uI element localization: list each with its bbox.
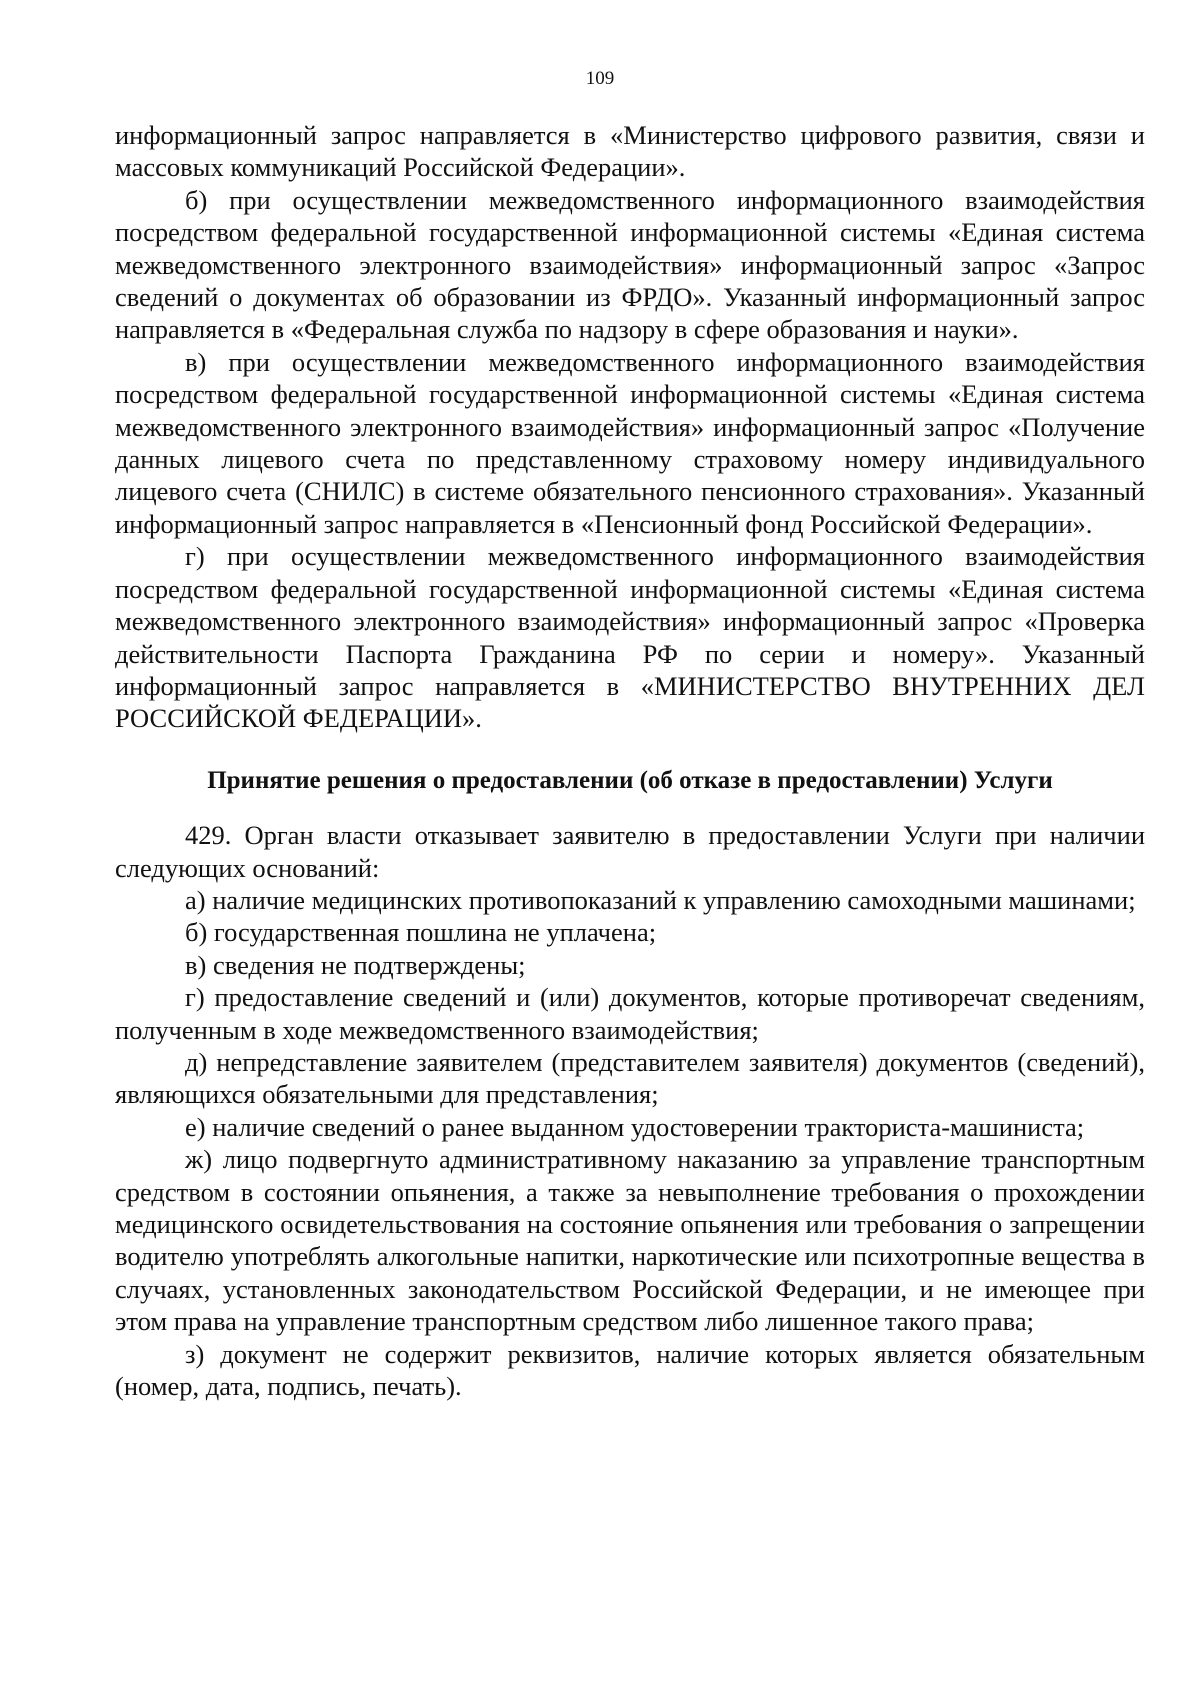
list-item-g: г) предоставление сведений и (или) документов, которые противоречат сведениям, полученным в ходе межведомственного взаимодействия; [115, 982, 1145, 1045]
list-item-zh: ж) лицо подвергнуто административному наказанию за управление транспортным средством в состоянии опьянения, а также за невыполнение требования о прохождении медицинского освидетельствования на состояние опьянения или требования о запрещении водителю употреблять алкогольные напитки, наркотические или психотропные вещества в случаях, установленных законодательством Российской Федерации, и не имеющее при этом права на управление транспортным средством либо лишенное такого права; [115, 1144, 1145, 1337]
list-item-e: е) наличие сведений о ранее выданном удостоверении тракториста-машиниста; [185, 1111, 1085, 1142]
paragraph-item-v: в) при осуществлении межведомственного информационного взаимодействия посредством федеральной государственной информационной системы «Единая система межведомственного электронного взаимодействия» информационный запрос «Получение данных лицевого счета по представленному страховому номеру индивидуального лицевого счета (СНИЛС) в системе обязательного пенсионного страхования». Указанный информационный запрос направляется в «Пенсионный фонд Российской Федерации». [115, 346, 1145, 539]
paragraph-continuation: информационный запрос направляется в «Министерство цифрового развития, связи и массовых коммуникаций Российской Федерации». [115, 120, 1145, 183]
list-item-b: б) государственная пошлина не уплачена; [185, 917, 657, 948]
section-title: Принятие решения о предоставлении (об отказе в предоставлении) Услуги [207, 766, 1053, 794]
page-number: 109 [585, 68, 615, 89]
list-item-v: в) сведения не подтверждены; [185, 949, 526, 980]
document-body [115, 119, 1145, 1402]
paragraph-item-g: г) при осуществлении межведомственного информационного взаимодействия посредством федеральной государственной информационной системы «Единая система межведомственного электронного взаимодействия» информационный запрос «Проверка действительности Паспорта Гражданина РФ по серии и номеру». Указанный информационный запрос направляется в «МИНИСТЕРСТВО ВНУТРЕННИХ ДЕЛ РОССИЙСКОЙ ФЕДЕРАЦИИ». [115, 541, 1145, 734]
paragraph-429: 429. Орган власти отказывает заявителю в предоставлении Услуги при наличии следующих оснований: [115, 820, 1145, 883]
list-item-z: з) документ не содержит реквизитов, наличие которых является обязательным (номер, дата, подпись, печать). [115, 1338, 1145, 1402]
list-item-d: д) непредставление заявителем (представителем заявителя) документов (сведений), являющихся обязательными для представления; [115, 1046, 1145, 1110]
paragraph-item-b: б) при осуществлении межведомственного информационного взаимодействия посредством федеральной государственной информационной системы «Единая система межведомственного электронного взаимодействия» информационный запрос «Запрос сведений о документах об образовании из ФРДО». Указанный информационный запрос направляется в «Федеральная служба по надзору в сфере образования и науки». [115, 184, 1145, 345]
list-item-a: а) наличие медицинских противопоказаний к управлению самоходными машинами; [185, 884, 1136, 915]
